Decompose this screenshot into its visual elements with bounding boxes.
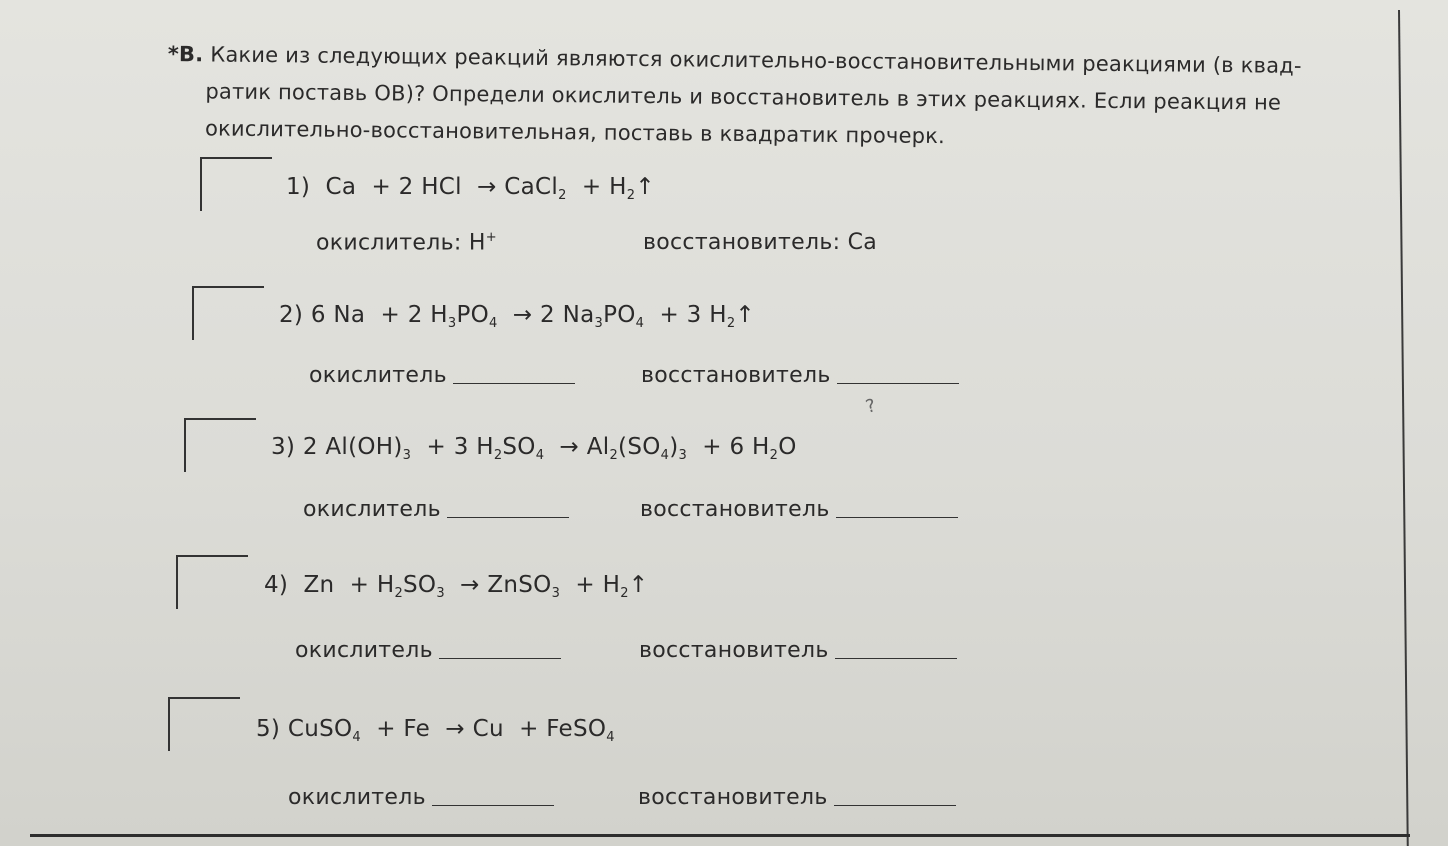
reaction-5-reducer-blank[interactable] [834, 804, 956, 806]
reaction-1-reducer: восстановитель: Ca [643, 230, 878, 255]
answer-box-3[interactable] [184, 418, 256, 472]
reaction-5-equation: 5) CuSO$_4$ + Fe → Cu + FeSO$_4$ [256, 716, 615, 745]
reaction-4-equation: 4) $Zn + H_2SO_3$ → ZnSO$_3$ + $H_2↑$ [264, 572, 649, 601]
reaction-5-reducer-label: восстановитель [638, 785, 956, 810]
reaction-3-reducer-blank[interactable] [836, 516, 958, 518]
reaction-2-oxidizer-blank[interactable] [453, 382, 575, 384]
reaction-2-oxidizer-label: окислитель [309, 363, 575, 388]
reaction-2-equation: 2) 6 Na + 2 $H_3PO_4 \to 2$ $Na_3PO_4 + 3$ $H_2↑$ [279, 302, 755, 331]
answer-box-1[interactable] [200, 157, 272, 211]
pencil-question-mark: ? [863, 395, 879, 418]
reaction-5-oxidizer-blank[interactable] [432, 804, 554, 806]
reaction-5-oxidizer-label: окислитель [288, 785, 554, 810]
reaction-3-reducer-label: восстановитель [640, 497, 958, 522]
reaction-4-reducer-blank[interactable] [835, 657, 957, 659]
reaction-4-oxidizer-label: окислитель [295, 638, 561, 663]
reaction-4-reducer-label: восстановитель [639, 638, 957, 663]
answer-box-2[interactable] [192, 286, 264, 340]
answer-box-4[interactable] [176, 555, 248, 609]
reaction-4-oxidizer-blank[interactable] [439, 657, 561, 659]
right-margin-line [1398, 10, 1409, 846]
bottom-margin-line [30, 834, 1410, 837]
answer-box-5[interactable] [168, 697, 240, 751]
task-marker: *В. [167, 41, 204, 67]
task-instructions [167, 36, 1348, 159]
reaction-3-oxidizer-blank[interactable] [447, 516, 569, 518]
reaction-2-reducer-label: восстановитель [641, 363, 959, 388]
task-line-3: окислительно-восстановительная, поставь в квадратик прочерк. [204, 116, 946, 149]
reaction-3-oxidizer-label: окислитель [303, 497, 569, 522]
reaction-1-oxidizer: окислитель: H+ [316, 230, 497, 256]
task-line-1: Какие из следующих реакций являются окислительно-восстановительными реакциями (в квад- [210, 42, 1302, 78]
reaction-2-reducer-blank[interactable] [837, 382, 959, 384]
reaction-3-equation: 3) 2 $Al(OH)_3 + 3$ $H_2SO_4 \to Al_2(SO_4)_3 + 6$ $H_2O$ [271, 434, 797, 463]
task-line-2: ратик поставь ОВ)? Определи окислитель и восстановитель в этих реакциях. Если реакция не [205, 79, 1282, 115]
reaction-1-equation: 1) Ca + 2 HCl → CaCl$_2$ + $H_2↑$ [286, 174, 655, 203]
